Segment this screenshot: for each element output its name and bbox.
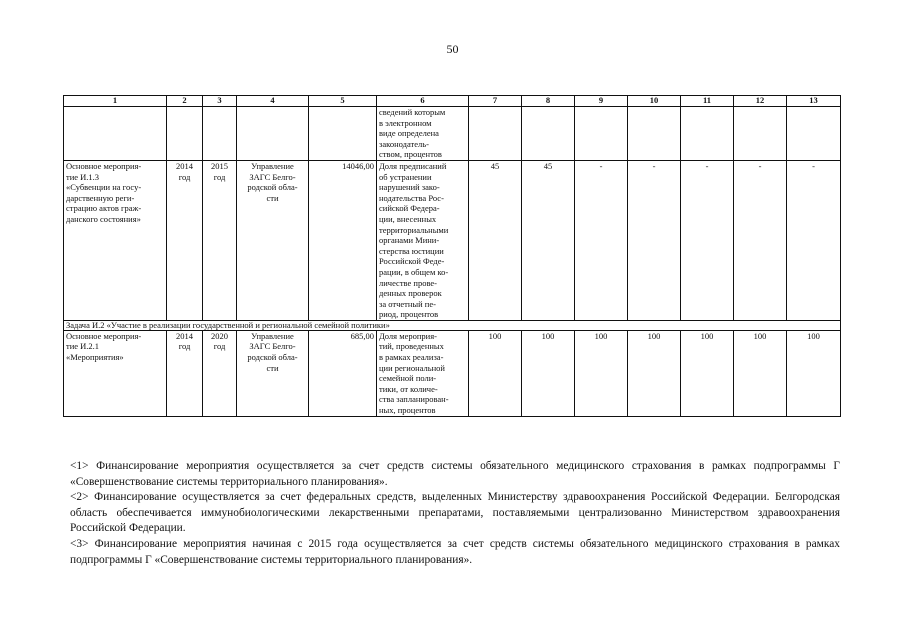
table-cell — [681, 107, 734, 161]
start-year-cell: 2014 год — [167, 330, 203, 416]
footnotes — [70, 459, 840, 568]
value-cell: - — [575, 160, 628, 320]
start-year-cell: 2014 год — [167, 160, 203, 320]
value-cell: - — [787, 160, 841, 320]
table-cell — [575, 107, 628, 161]
indicator-cell: Доля мероприя- тий, проведенных в рамках реализа- ции региональной семейной поли- тики, от количе- ства запланирован- ных, процентов — [377, 330, 469, 416]
task-row — [64, 320, 841, 330]
table-cell — [64, 107, 167, 161]
table-cell — [787, 107, 841, 161]
table-cell — [203, 107, 237, 161]
header-cell: 4 — [237, 96, 309, 107]
table-cell — [167, 107, 203, 161]
table-cell — [309, 107, 377, 161]
table-cell — [522, 107, 575, 161]
value-cell: 100 — [575, 330, 628, 416]
indicator-cell: Доля предписаний об устранении нарушений зако- нодательства Рос- сийской Федера- ции, внесенных территориальными органами Мини- стерства юстиции Российской Феде- рации, в общем ко- личестве прове- денных проверок за отчетный пе- риод, процентов — [377, 160, 469, 320]
task-cell: Задача И.2 «Участие в реализации государственной и региональной семейной политики» — [64, 320, 841, 330]
end-year-cell: 2015 год — [203, 160, 237, 320]
header-cell: 11 — [681, 96, 734, 107]
value-cell: 100 — [734, 330, 787, 416]
footnote-3: <3> Финансирование мероприятия начиная с 2015 года осуществляется за счет средств системы обязательного медицинского страхования в рамках подпрограммы Г «Совершенствование системы территориального планирования». — [70, 537, 840, 566]
header-cell: 12 — [734, 96, 787, 107]
continuation-row — [64, 107, 841, 161]
table-cell — [628, 107, 681, 161]
footnote-2: <2> Финансирование осуществляется за счет федеральных средств, выделенных Министерству здравоохранения Российской Федерации. Белгородская область обеспечивается иммунобиологическими лекарственными препаратами, поставляемыми централизованно Министерством здравоохранения Российской Федерации. — [70, 491, 840, 535]
header-cell: 3 — [203, 96, 237, 107]
value-cell: - — [734, 160, 787, 320]
header-cell: 6 — [377, 96, 469, 107]
finance-cell: 14046,00 — [309, 160, 377, 320]
value-cell: - — [681, 160, 734, 320]
header-cell: 1 — [64, 96, 167, 107]
executor-cell: Управление ЗАГС Белго- родской обла- сти — [237, 330, 309, 416]
event-cell: Основное мероприя- тие И.2.1 «Мероприятия» — [64, 330, 167, 416]
finance-cell: 685,00 — [309, 330, 377, 416]
value-cell: 100 — [522, 330, 575, 416]
table-cell — [237, 107, 309, 161]
indicator-cell: сведений которым в электронном виде определена законодатель- ством, процентов — [377, 107, 469, 161]
header-cell: 7 — [469, 96, 522, 107]
table-cell — [734, 107, 787, 161]
event-cell: Основное мероприя- тие И.1.3 «Субвенции на госу- дарственную реги- страцию актов граж- данского состояния» — [64, 160, 167, 320]
value-cell: - — [628, 160, 681, 320]
footnote-1: <1> Финансирование мероприятия осуществляется за счет средств системы обязательного медицинского страхования в рамках подпрограммы Г «Совершенствование системы территориального планирования». — [70, 460, 840, 488]
header-cell: 13 — [787, 96, 841, 107]
end-year-cell: 2020 год — [203, 330, 237, 416]
header-cell: 5 — [309, 96, 377, 107]
value-cell: 45 — [469, 160, 522, 320]
executor-cell: Управление ЗАГС Белго- родской обла- сти — [237, 160, 309, 320]
header-row — [64, 96, 841, 107]
header-cell: 8 — [522, 96, 575, 107]
table-row — [64, 160, 841, 320]
value-cell: 100 — [469, 330, 522, 416]
table-row — [64, 330, 841, 416]
value-cell: 100 — [628, 330, 681, 416]
header-cell: 2 — [167, 96, 203, 107]
header-cell: 10 — [628, 96, 681, 107]
table-cell — [469, 107, 522, 161]
value-cell: 45 — [522, 160, 575, 320]
indicators-table — [63, 95, 841, 417]
page-number: 50 — [446, 42, 459, 56]
value-cell: 100 — [787, 330, 841, 416]
header-cell: 9 — [575, 96, 628, 107]
value-cell: 100 — [681, 330, 734, 416]
